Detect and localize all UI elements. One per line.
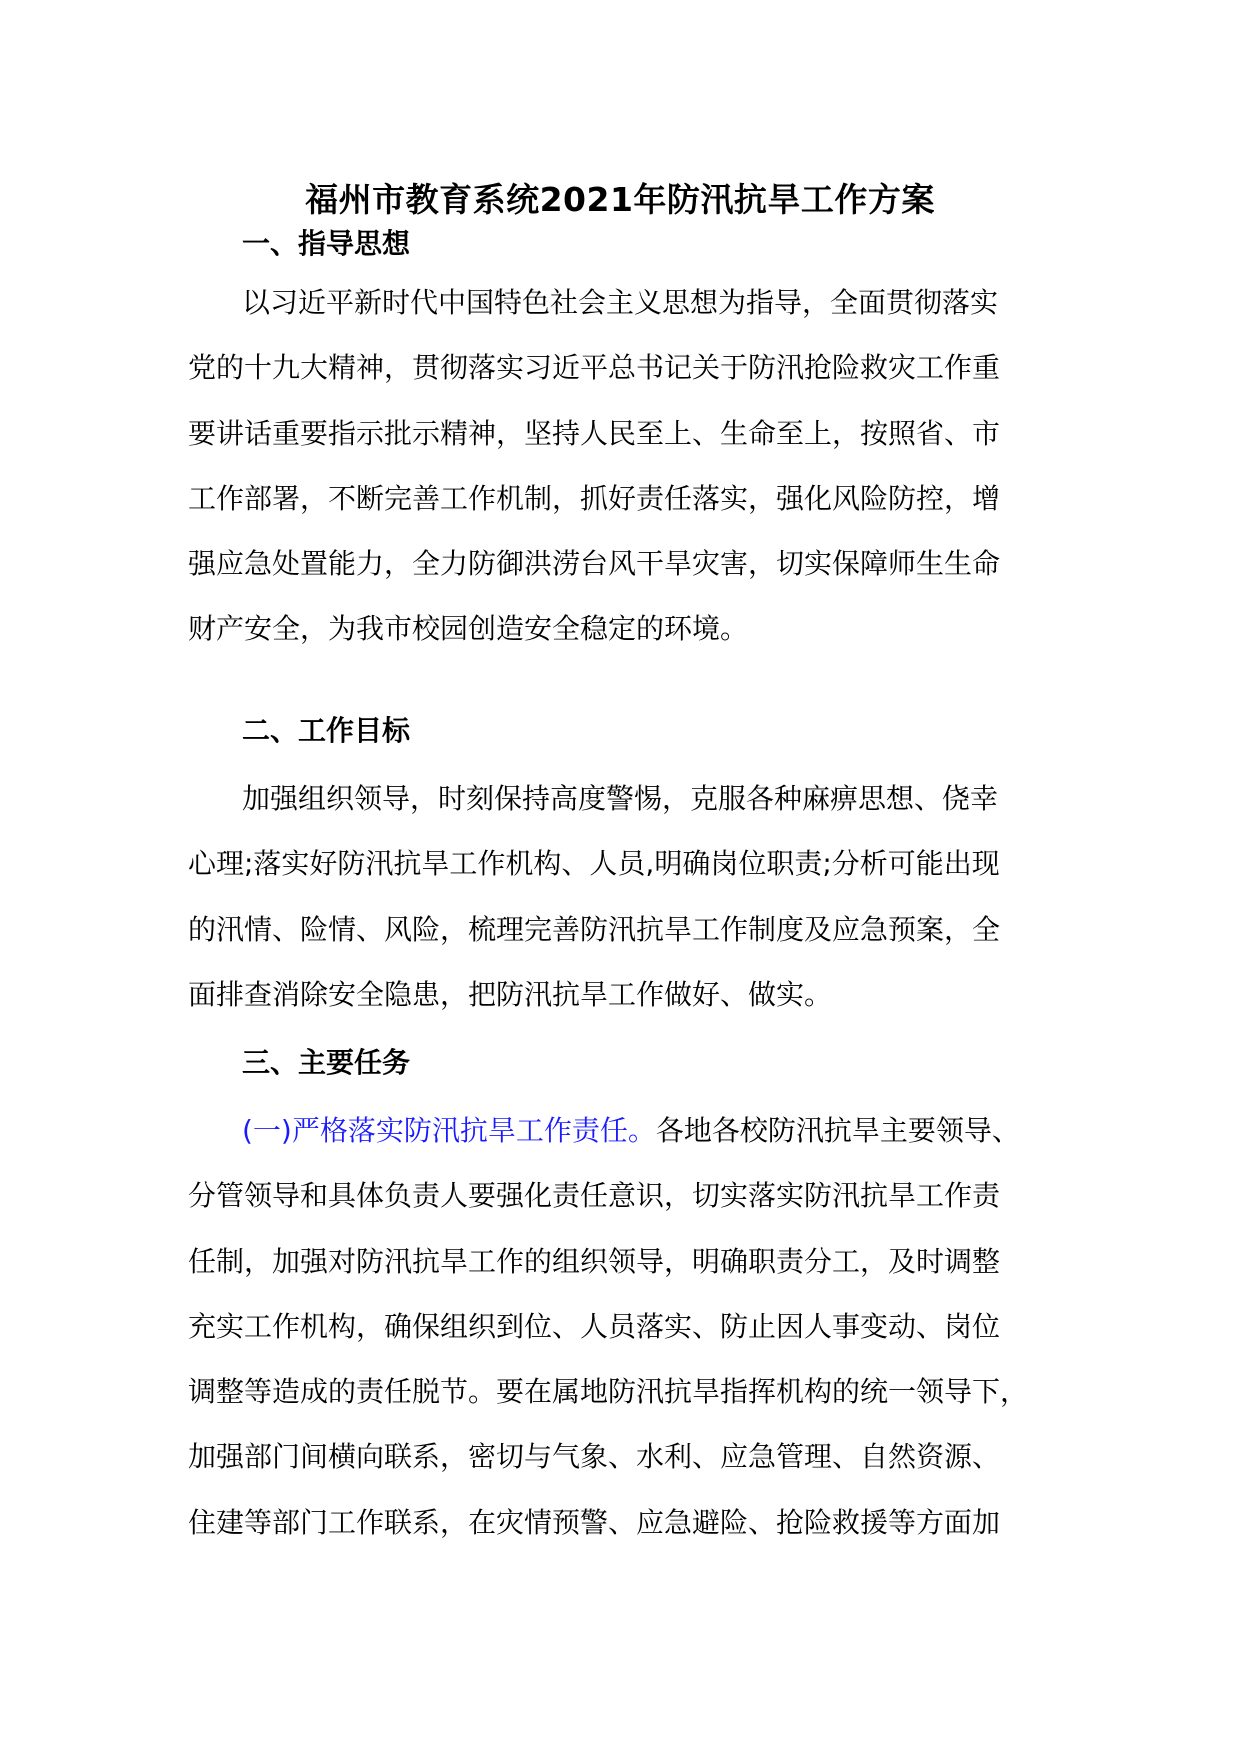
paragraph-line: 工作部署，不断完善工作机制，抓好责任落实，强化风险防控，增 [188,481,1001,515]
paragraph-line: 任制，加强对防汛抗旱工作的组织领导，明确职责分工，及时调整 [188,1244,1001,1278]
paragraph-line: 住建等部门工作联系，在灾情预警、应急避险、抢险救援等方面加 [188,1505,1001,1539]
paragraph-line: 分管领导和具体负责人要强化责任意识，切实落实防汛抗旱工作责 [188,1179,1001,1213]
paragraph-line: 面排查消除安全隐患，把防汛抗旱工作做好、做实。 [188,977,833,1011]
section-body-work-goals [188,766,1048,1027]
paragraph-line: 充实工作机构，确保组织到位、人员落实、防止因人事变动、岗位 [188,1309,1001,1343]
section-heading-work-goals: 二、工作目标 [242,714,411,747]
paragraph-line: 加强组织领导，时刻保持高度警惕，克服各种麻痹思想、侥幸 [242,782,999,815]
subsection-title: (一)严格落实防汛抗旱工作责任。 [242,1114,656,1147]
paragraph-line: 加强部门间横向联系，密切与气象、水利、应急管理、自然资源、 [188,1440,1001,1474]
paragraph-line: 心理;落实好防汛抗旱工作机构、人员,明确岗位职责;分析可能出现 [188,847,1000,881]
section-heading-guiding-ideology: 一、指导思想 [242,227,411,260]
paragraph-line: 以习近平新时代中国特色社会主义思想为指导，全面贯彻落实 [242,286,999,319]
section-body-main-tasks [188,1098,1048,1555]
section-heading-main-tasks: 三、主要任务 [242,1046,411,1079]
paragraph-line: 强应急处置能力，全力防御洪涝台风干旱灾害，切实保障师生生命 [188,547,1001,581]
paragraph-line [188,1098,1048,1163]
paragraph-line: 要讲话重要指示批示精神，坚持人民至上、生命至上，按照省、市 [188,416,1001,450]
section-body-guiding-ideology [188,270,1048,662]
paragraph-line: 的汛情、险情、风险，梳理完善防汛抗旱工作制度及应急预案，全 [188,912,1001,946]
document-title: 福州市教育系统2021年防汛抗旱工作方案 [305,180,935,219]
paragraph-line: 财产安全，为我市校园创造安全稳定的环境。 [188,612,749,646]
paragraph-line: 党的十九大精神，贯彻落实习近平总书记关于防汛抢险救灾工作重 [188,351,1001,385]
paragraph-line-text: 各地各校防汛抗旱主要领导、 [655,1114,1020,1147]
paragraph-line: 调整等造成的责任脱节。要在属地防汛抗旱指挥机构的统一领导下， [188,1375,1029,1409]
